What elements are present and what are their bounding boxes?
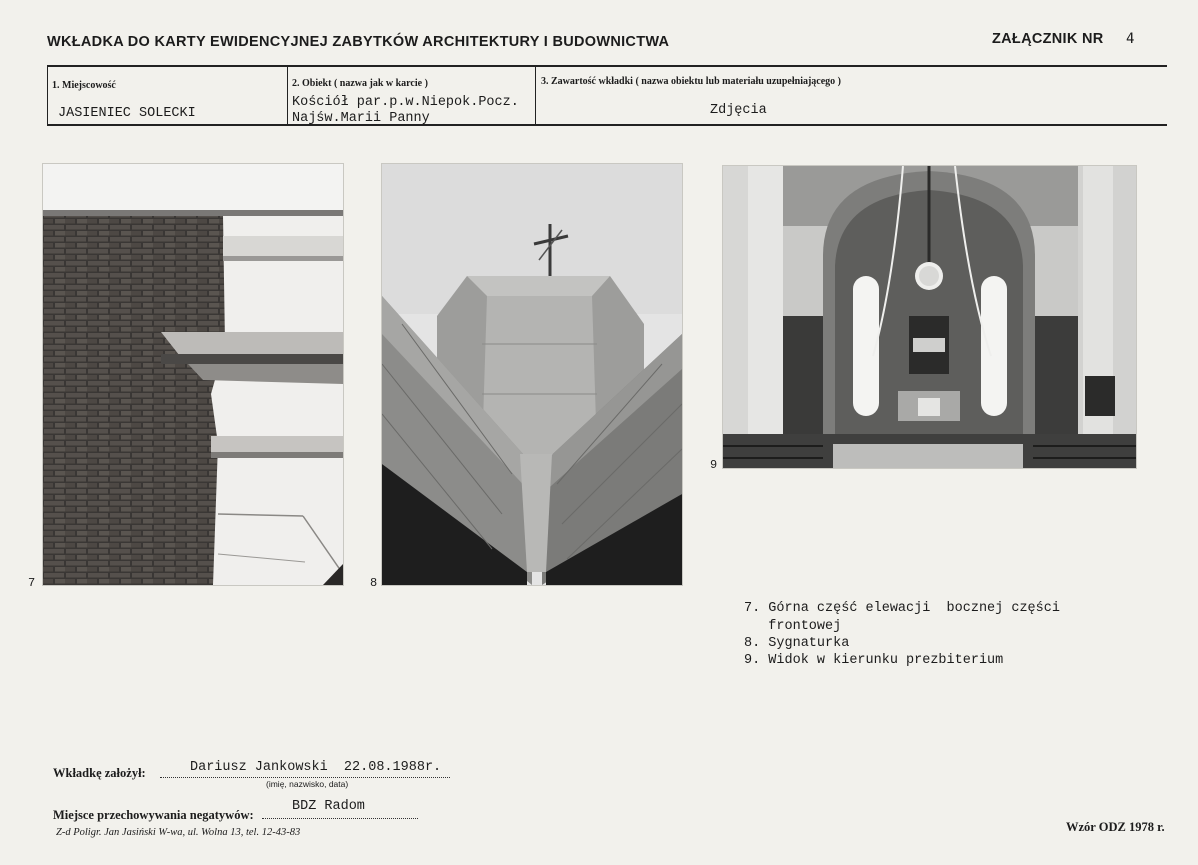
top-rule xyxy=(47,65,1167,67)
storage-dotted-line xyxy=(262,817,418,819)
object-label: 2. Obiekt ( nazwa jak w karcie ) xyxy=(292,78,428,89)
field-divider-1 xyxy=(47,67,48,125)
caption-line: 8. Sygnaturka xyxy=(744,636,850,651)
author-label: Wkładkę założył: xyxy=(53,766,146,780)
field-divider-3 xyxy=(535,67,536,125)
form-title: WKŁADKA DO KARTY EWIDENCYJNEJ ZABYTKÓW ARCHITEKTURY I BUDOWNICTWA xyxy=(47,34,670,50)
contents-label: 3. Zawartość wkładki ( nazwa obiektu lub materiału uzupełniającego ) xyxy=(541,76,842,87)
author-value: Dariusz Jankowski 22.08.1988r. xyxy=(190,760,442,775)
field-divider-2 xyxy=(287,67,288,125)
printer-imprint: Z-d Poligr. Jan Jasiński W-wa, ul. Wolna 13, tel. 12-43-83 xyxy=(56,827,301,838)
photo-9-number: 9 xyxy=(710,458,718,472)
bottom-rule xyxy=(47,124,1167,126)
annex-label: ZAŁĄCZNIK NR xyxy=(992,31,1104,47)
author-dotted-line xyxy=(160,776,450,778)
object-value-line2: Najśw.Marii Panny xyxy=(292,111,430,126)
author-note: (imię, nazwisko, data) xyxy=(266,779,349,789)
brick-wall-photo xyxy=(42,163,344,586)
storage-label: Miejsce przechowywania negatywów: xyxy=(53,808,254,822)
caption-line: 7. Górna część elewacji bocznej części xyxy=(744,601,1060,616)
contents-value: Zdjęcia xyxy=(710,103,767,118)
caption-line: frontowej xyxy=(744,619,842,634)
annex-number: 4 xyxy=(1126,31,1135,47)
form-id: Wzór ODZ 1978 r. xyxy=(1066,820,1165,834)
church-interior-photo xyxy=(722,165,1137,469)
photo-8-number: 8 xyxy=(370,576,378,590)
locality-value: JASIENIEC SOLECKI xyxy=(58,106,196,121)
object-value-line1: Kościół par.p.w.Niepok.Pocz. xyxy=(292,95,519,110)
caption-line: 9. Widok w kierunku prezbiterium xyxy=(744,653,1004,668)
roof-turret-photo xyxy=(381,163,683,586)
photo-7-number: 7 xyxy=(28,576,36,590)
storage-value: BDZ Radom xyxy=(292,799,365,814)
locality-label: 1. Miejscowość xyxy=(52,80,116,91)
